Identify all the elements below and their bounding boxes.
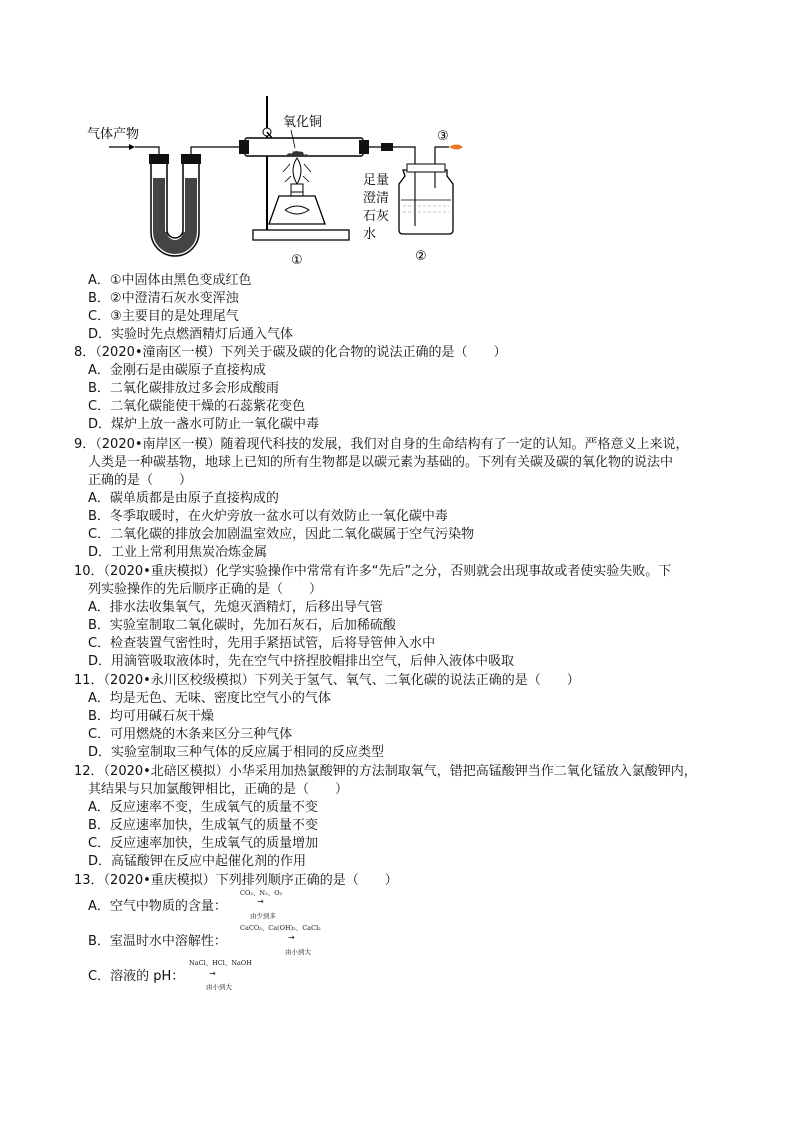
- q12-option-d: D．高锰酸钾在反应中起催化剂的作用: [88, 854, 307, 869]
- q13-b-top: CaCO₃、Ca(OH)₂、CaCl₂: [240, 924, 321, 932]
- marker-3: ③: [437, 129, 449, 144]
- q13-c-bottom: 由小到大: [206, 983, 232, 991]
- q10-option-c: C．检查装置气密性时，先用手紧捂试管，后将导管伸入水中: [88, 636, 436, 651]
- q12-option-c: C．反应速率加快，生成氧气的质量增加: [88, 836, 319, 851]
- q13-a-top: CO₂、N₂、O₂: [240, 889, 283, 897]
- q12-option-a: A．反应速率不变，生成氧气的质量不变: [88, 800, 318, 815]
- q13-b-bottom: 由小到大: [285, 948, 311, 956]
- limewater-label: [363, 173, 389, 242]
- q8-stem: 8．（2020•潼南区一模）下列关于碳及碳的化合物的说法正确的是（ ）: [74, 345, 507, 360]
- q11-stem: 11．（2020•永川区校级模拟）下列关于氢气、氧气、二氧化碳的说法正确的是（ ）: [74, 673, 580, 688]
- q9-option-a: A．碳单质都是由原子直接构成的: [88, 491, 279, 506]
- q12-stem-line2: 其结果与只加氯酸钾相比，正确的是（ ）: [88, 782, 349, 797]
- arrow-right-icon: →: [209, 969, 216, 978]
- q11-option-a: A．均是无色、无味、密度比空气小的气体: [88, 691, 331, 706]
- apparatus-diagram: [85, 92, 465, 267]
- q13-c-top: NaCl、HCl、NaOH: [189, 959, 252, 967]
- gas-product-label: 气体产物: [87, 127, 140, 142]
- q7-option-d: D．实验时先点燃酒精灯后通入气体: [88, 327, 294, 342]
- q13-option-c-label: C．溶液的 pH：: [88, 969, 185, 984]
- q8-option-b: B．二氧化碳排放过多会形成酸雨: [88, 381, 279, 396]
- svg-text:澄清: 澄清: [363, 191, 390, 206]
- q9-option-d: D．工业上常利用焦炭冶炼金属: [88, 545, 268, 560]
- q9-option-b: B．冬季取暖时，在火炉旁放一盆水可以有效防止一氧化碳中毒: [88, 509, 448, 524]
- u-tube: [149, 154, 201, 256]
- q13-option-a-label: A．空气中物质的含量：: [88, 899, 227, 914]
- q8-option-c: C．二氧化碳能使干燥的石蕊紫花变色: [88, 399, 306, 414]
- q7-option-c: C．③主要目的是处理尾气: [88, 309, 239, 324]
- q13-a-bottom: 由少到多: [250, 912, 276, 920]
- q10-stem-line1: 10．（2020•重庆模拟）化学实验操作中常常有许多“先后”之分，否则就会出现事故或者使实验失败。下: [74, 564, 672, 579]
- q9-option-c: C．二氧化碳的排放会加剧温室效应，因此二氧化碳属于空气污染物: [88, 527, 475, 542]
- q13-option-b-label: B．室温时水中溶解性：: [88, 934, 227, 949]
- q7-option-b: B．②中澄清石灰水变浑浊: [88, 291, 239, 306]
- gas-washing-bottle: [399, 164, 453, 234]
- q11-option-b: B．均可用碱石灰干燥: [88, 709, 214, 724]
- q9-stem-line3: 正确的是（ ）: [88, 473, 193, 488]
- q9-stem-line1: 9．（2020•南岸区一模）随着现代科技的发展，我们对自身的生命结构有了一定的认知。严格意义上来说，: [74, 437, 689, 452]
- q13-stem: 13．（2020•重庆模拟）下列排列顺序正确的是（ ）: [74, 873, 398, 888]
- marker-2: ②: [415, 249, 427, 264]
- q10-option-b: B．实验室制取二氧化碳时，先加石灰石，后加稀硫酸: [88, 618, 396, 633]
- q12-option-b: B．反应速率加快，生成氧气的质量不变: [88, 818, 318, 833]
- q9-stem-line2: 人类是一种碳基物，地球上已知的所有生物都是以碳元素为基础的。下列有关碳及碳的氧化物的说法中: [88, 455, 674, 470]
- q11-option-d: D．实验室制取三种气体的反应属于相同的反应类型: [88, 745, 385, 760]
- marker-1: ①: [291, 253, 303, 267]
- svg-text:水: 水: [363, 227, 377, 242]
- flame-icon: [449, 145, 463, 150]
- q11-option-c: C．可用燃烧的木条来区分三种气体: [88, 727, 293, 742]
- svg-text:石灰: 石灰: [363, 209, 390, 224]
- q8-option-d: D．煤炉上放一盏水可防止一氧化碳中毒: [88, 417, 320, 432]
- svg-text:足量: 足量: [363, 173, 390, 188]
- copper-oxide-label: 氧化铜: [283, 115, 323, 130]
- q7-option-a: A．①中固体由黑色变成红色: [88, 273, 252, 288]
- q10-option-d: D．用滴管吸取液体时，先在空气中挤捏胶帽排出空气，后伸入液体中吸取: [88, 654, 515, 669]
- q8-option-a: A．金刚石是由碳原子直接构成: [88, 363, 266, 378]
- q12-stem-line1: 12．（2020•北碚区模拟）小华采用加热氯酸钾的方法制取氧气，错把高锰酸钾当作二氧化锰放入氯酸钾内，: [74, 764, 697, 779]
- q10-option-a: A．排水法收集氧气，先熄灭酒精灯，后移出导气管: [88, 600, 383, 615]
- q10-stem-line2: 列实验操作的先后顺序正确的是（ ）: [88, 582, 323, 597]
- combustion-tube: [239, 138, 369, 156]
- alcohol-lamp: [269, 158, 325, 224]
- arrow-right-icon: →: [257, 897, 264, 906]
- arrow-right-icon: →: [288, 933, 295, 942]
